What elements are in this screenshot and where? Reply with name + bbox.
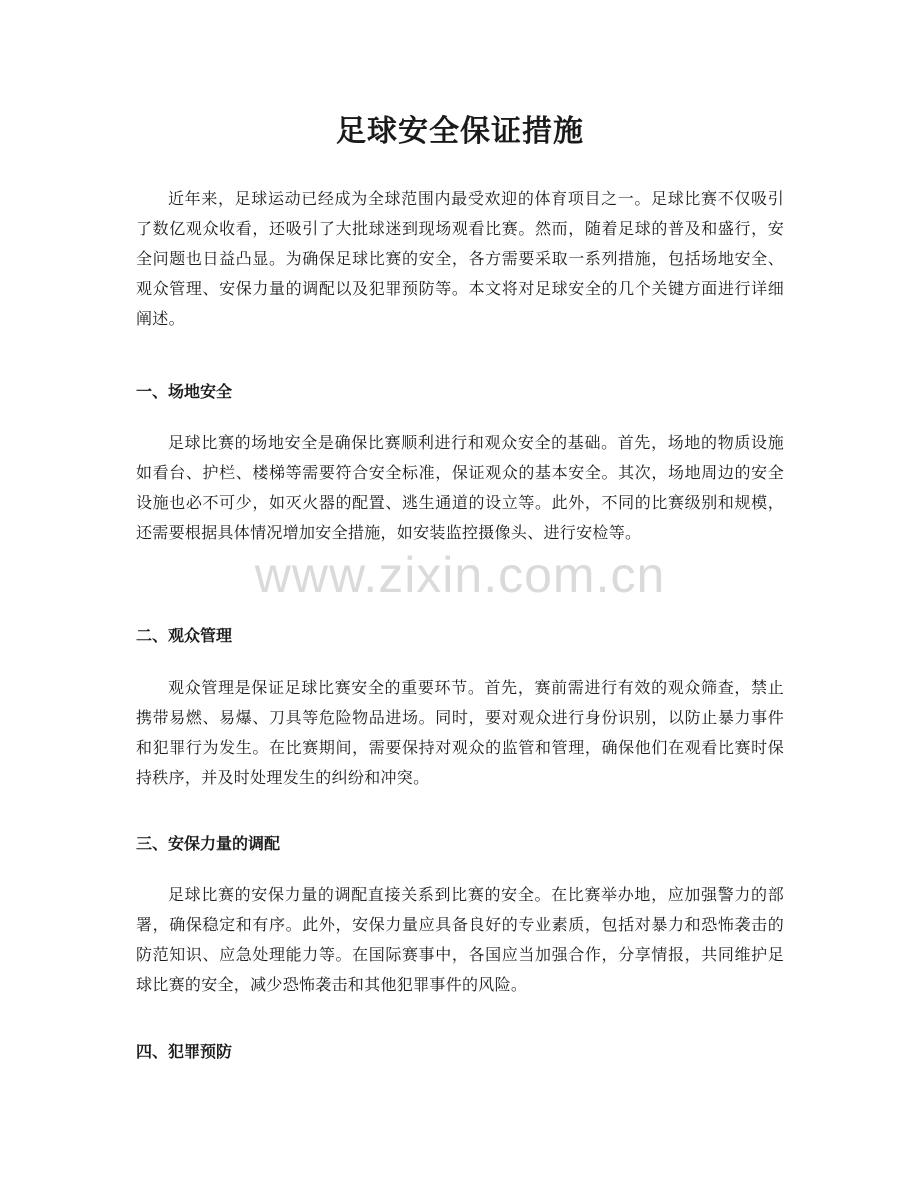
section-body-site-safety: 足球比赛的场地安全是确保比赛顺利进行和观众安全的基础。首先，场地的物质设施如看台、护栏、楼梯等需要符合安全标准，保证观众的基本安全。其次，场地周边的安全设施也必不可少，如灭火器的配置、逃生通道的设立等。此外，不同的比赛级别和规模，还需要根据具体情况增加安全措施，如安装监控摄像头、进行安检等。 xyxy=(136,433,784,542)
section-heading-site-safety: 一、场地安全 xyxy=(136,382,233,401)
page-title: 足球安全保证措施 xyxy=(336,114,584,149)
intro-paragraph: 近年来，足球运动已经成为全球范围内最受欢迎的体育项目之一。足球比赛不仅吸引了数亿观众收看，还吸引了大批球迷到现场观看比赛。然而，随着足球的普及和盛行，安全问题也日益凸显。为确保足球比赛的安全，各方需要采取一系列措施，包括场地安全、观众管理、安保力量的调配以及犯罪预防等。本文将对足球安全的几个关键方面进行详细阐述。 xyxy=(136,189,784,328)
section-body-spectator-management: 观众管理是保证足球比赛安全的重要环节。首先，赛前需进行有效的观众筛查，禁止携带易燃、易爆、刀具等危险物品进场。同时，要对观众进行身份识别，以防止暴力事件和犯罪行为发生。在比赛期间，需要保持对观众的监管和管理，确保他们在观看比赛时保持秩序，并及时处理发生的纠纷和冲突。 xyxy=(136,678,784,787)
section-heading-security-forces: 三、安保力量的调配 xyxy=(136,834,281,853)
section-body-security-forces: 足球比赛的安保力量的调配直接关系到比赛的安全。在比赛举办地，应加强警力的部署，确保稳定和有序。此外，安保力量应具备良好的专业素质，包括对暴力和恐怖袭击的防范知识、应急处理能力等。在国际赛事中，各国应当加强合作，分享情报，共同维护足球比赛的安全，减少恐怖袭击和其他犯罪事件的风险。 xyxy=(136,885,784,994)
section-heading-spectator-management: 二、观众管理 xyxy=(136,626,233,645)
watermark: www.zixin.com.cn xyxy=(254,547,666,603)
section-heading-crime-prevention: 四、犯罪预防 xyxy=(136,1042,233,1061)
